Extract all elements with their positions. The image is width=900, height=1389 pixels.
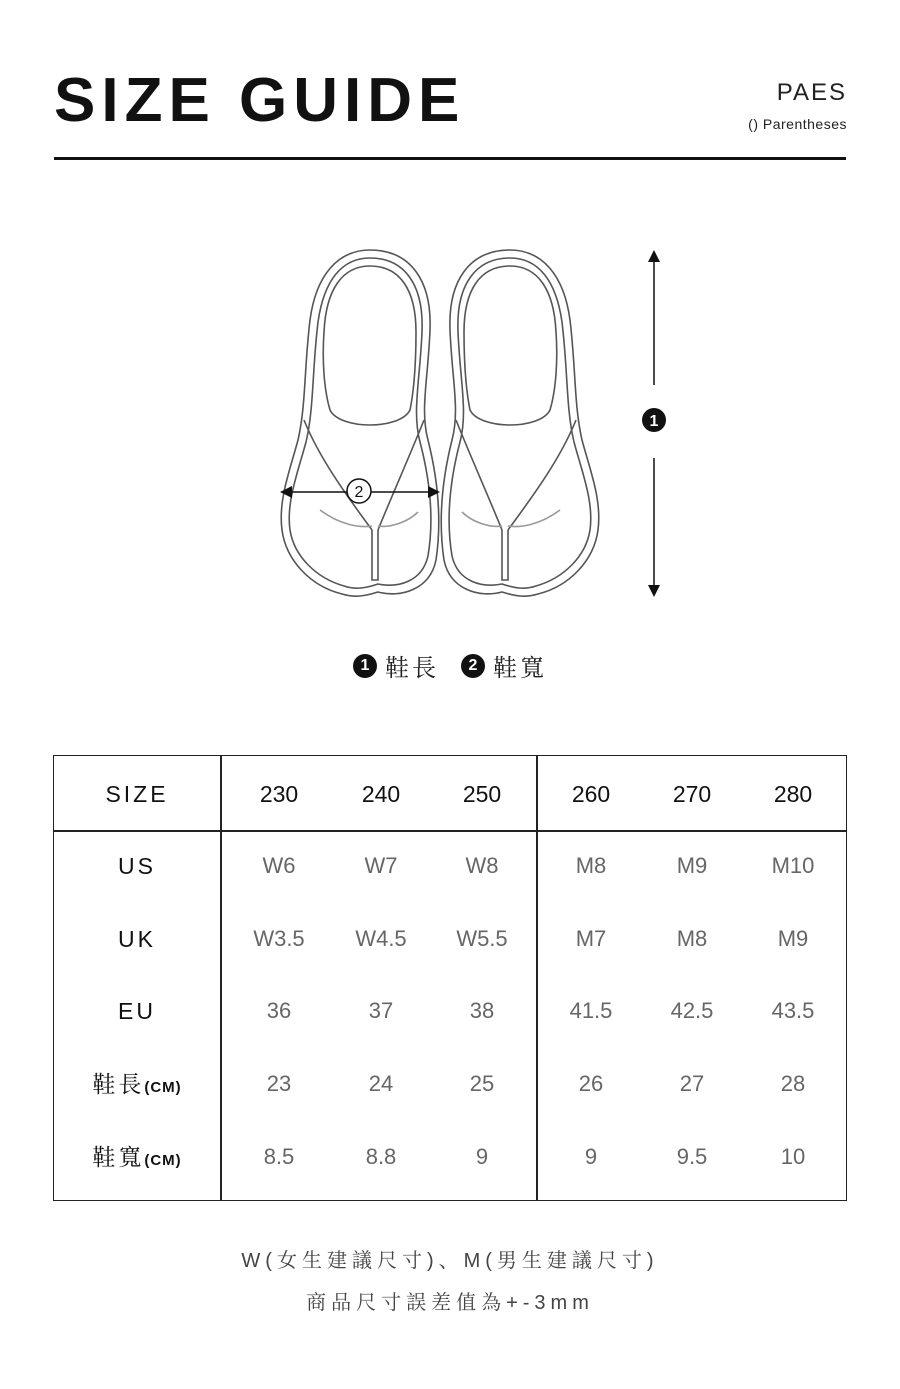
table-cell: M7	[575, 926, 607, 951]
table-cell: 8.8	[365, 1144, 397, 1169]
right-sandal-outline	[441, 250, 599, 596]
legend-item-length	[353, 648, 439, 683]
table-cell: W4.5	[355, 926, 407, 951]
row-label-us: US	[118, 853, 156, 879]
table-cell: 10	[780, 1144, 806, 1169]
sandal-diagram	[260, 240, 680, 610]
table-cell: 8.5	[263, 1144, 295, 1169]
table-cell: M8	[676, 926, 708, 951]
size-header: 240	[361, 781, 401, 807]
row-label-eu: EU	[118, 998, 156, 1024]
table-cell: M9	[777, 926, 809, 951]
brand-name: PAES	[776, 79, 847, 106]
legend-badge: 2	[461, 654, 485, 678]
size-header: 230	[259, 781, 299, 807]
size-header: 250	[462, 781, 502, 807]
table-cell: W6	[262, 853, 296, 878]
table-cell: 26	[578, 1071, 604, 1096]
table-cell: 9	[584, 1144, 598, 1169]
diagram-legend	[0, 648, 900, 683]
table-cell: 43.5	[771, 998, 815, 1023]
table-cell: 23	[266, 1071, 292, 1096]
table-cell: 9	[475, 1144, 489, 1169]
table-cell: 9.5	[676, 1144, 708, 1169]
table-cell: M8	[575, 853, 607, 878]
table-cell: W8	[465, 853, 499, 878]
tolerance-note: 商品尺寸誤差值為+-3mm	[306, 1292, 594, 1314]
legend-label: 鞋寬	[493, 655, 547, 682]
legend-label: 鞋長	[385, 655, 439, 682]
table-cell: 25	[469, 1071, 495, 1096]
table-corner-label: SIZE	[105, 781, 169, 807]
size-header: 280	[773, 781, 813, 807]
table-header-divider	[54, 830, 846, 832]
table-cell: 38	[469, 998, 495, 1023]
table-cell: W3.5	[253, 926, 305, 951]
table-cell: W7	[364, 853, 398, 878]
table-cell: M10	[771, 853, 815, 878]
marker-1-label: 1	[649, 413, 659, 430]
size-note: W(女生建議尺寸)、M(男生建議尺寸)	[241, 1250, 659, 1272]
table-cell: 42.5	[670, 998, 714, 1023]
table-cell: 41.5	[569, 998, 613, 1023]
header-divider	[54, 157, 846, 160]
left-sandal-outline	[281, 250, 439, 596]
width-arrow	[280, 479, 440, 503]
size-table	[53, 755, 847, 1201]
row-label-uk: UK	[118, 926, 156, 952]
table-cell: 27	[679, 1071, 705, 1096]
table-cell: 24	[368, 1071, 394, 1096]
brand-subtitle: () Parentheses	[748, 116, 847, 132]
size-header: 260	[571, 781, 611, 807]
table-cell: 28	[780, 1071, 806, 1096]
row-label-length: 鞋長(CM)	[92, 1071, 182, 1097]
page-title: SIZE GUIDE	[54, 66, 466, 135]
table-cell: 36	[266, 998, 292, 1023]
table-divider	[220, 756, 222, 1200]
row-label-width: 鞋寬(CM)	[92, 1144, 182, 1170]
table-cell: M9	[676, 853, 708, 878]
marker-2-label: 2	[354, 484, 364, 501]
legend-item-width	[461, 648, 547, 683]
legend-badge: 1	[353, 654, 377, 678]
table-divider	[536, 756, 538, 1200]
size-header: 270	[672, 781, 712, 807]
table-cell: W5.5	[456, 926, 508, 951]
table-cell: 37	[368, 998, 394, 1023]
length-arrow	[642, 250, 666, 597]
